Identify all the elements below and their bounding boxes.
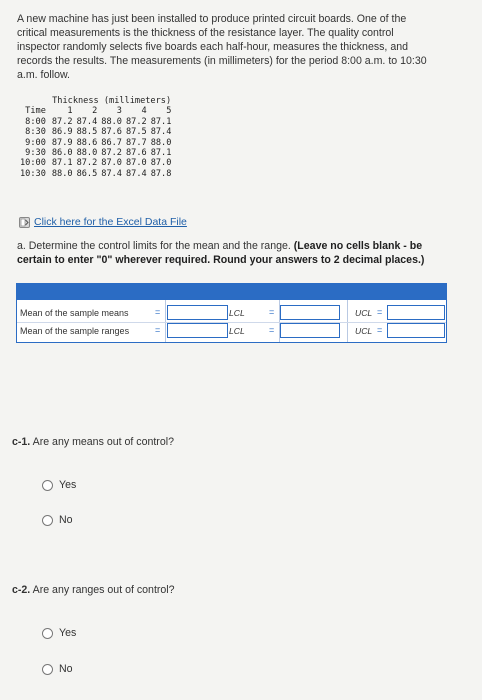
table-row [20,127,175,137]
column-header: 5 [166,106,172,117]
thickness-data-table [20,96,175,179]
c2-option-yes[interactable] [42,627,76,639]
value-cell: 87.9 [51,137,73,148]
excel-link-label[interactable]: Click here for the Excel Data File [34,216,187,228]
time-cell: 8:30 [25,127,46,138]
c1-option-yes[interactable] [42,479,76,491]
intro-line: inspector randomly selects five boards each half-hour, measures the thickness, and [17,41,408,54]
column-header: 4 [141,106,147,117]
value-cell: 88.6 [76,137,98,148]
excel-file-icon [19,217,30,228]
equals-sign: = [269,307,275,317]
intro-line: a.m. follow. [17,69,70,82]
question-c1 [12,436,174,448]
range-center-input[interactable] [167,323,228,338]
value-cell: 87.0 [150,158,172,169]
intro-line: critical measurements is the thickness of the resistance layer. The quality control [17,27,394,40]
value-cell: 87.8 [150,168,172,179]
c2-option-no[interactable] [42,663,73,675]
table-row [20,117,175,127]
value-cell: 87.2 [125,116,147,127]
intro-line: A new machine has just been installed to produce printed circuit boards. One of the [17,13,407,25]
equals-sign: = [155,325,161,335]
value-cell: 87.4 [150,127,172,138]
question-text: Are any means out of control? [32,436,174,448]
value-cell: 86.5 [76,168,98,179]
question-a-text: a. Determine the control limits for the mean and the range. [17,240,291,252]
table-row [20,138,175,148]
value-cell: 87.7 [125,137,147,148]
table-row [20,148,175,158]
radio-circle-icon[interactable] [42,664,53,675]
row-label: Mean of the sample ranges [20,326,130,336]
value-cell: 87.2 [76,158,98,169]
table-row [20,158,175,168]
time-cell: 10:30 [20,168,46,179]
value-cell: 86.0 [51,148,73,159]
option-label: Yes [59,479,77,491]
table-title: Thickness (millimeters) [52,96,172,106]
value-cell: 87.6 [125,148,147,159]
question-text: Are any ranges out of control? [32,584,175,596]
time-cell: 9:00 [25,137,46,148]
option-label: No [59,514,73,526]
value-cell: 86.7 [101,137,122,148]
equals-sign: = [269,325,275,335]
grid-row-means [17,305,446,323]
grid-row-ranges [17,323,446,340]
column-header: 1 [67,106,73,117]
lcl-label: LCL [229,308,245,318]
value-cell: 87.4 [76,116,98,127]
option-label: No [59,663,73,675]
value-cell: 87.1 [150,148,172,159]
row-label: Mean of the sample means [20,308,129,318]
question-c2 [12,584,175,596]
c1-option-no[interactable] [42,514,73,526]
value-cell: 86.9 [51,127,73,138]
table-row [20,169,175,179]
lcl-label: LCL [229,326,245,336]
intro-line: records the results. The measurements (in millimeters) for the period 8:00 a.m. to 10:30 [17,55,427,68]
radio-circle-icon[interactable] [42,515,53,526]
value-cell: 87.1 [150,116,172,127]
value-cell: 88.0 [76,148,98,159]
equals-sign: = [377,325,383,335]
control-limits-grid [16,283,447,343]
radio-circle-icon[interactable] [42,480,53,491]
ucl-label: UCL [355,308,373,318]
value-cell: 88.0 [150,137,172,148]
value-cell: 87.2 [51,116,73,127]
time-cell: 8:00 [25,116,46,127]
value-cell: 88.0 [101,116,122,127]
range-lcl-input[interactable] [280,323,340,338]
value-cell: 87.6 [101,127,122,138]
problem-statement [17,12,469,82]
ucl-label: UCL [355,326,373,336]
mean-ucl-input[interactable] [387,305,445,320]
question-a-instruction-cont: certain to enter "0" wherever required. Round your answers to 2 decimal places.) [17,254,425,267]
time-header: Time [25,106,46,117]
question-number: c-2. [12,584,31,596]
value-cell: 87.4 [125,168,147,179]
value-cell: 87.4 [101,168,122,179]
value-cell: 88.0 [51,168,73,179]
time-cell: 9:30 [25,148,46,159]
value-cell: 87.1 [51,158,73,169]
mean-center-input[interactable] [167,305,228,320]
mean-lcl-input[interactable] [280,305,340,320]
excel-data-link[interactable] [19,216,187,228]
option-label: Yes [59,627,77,639]
time-cell: 10:00 [20,158,46,169]
column-header: 3 [116,106,122,117]
equals-sign: = [377,307,383,317]
question-a [17,239,469,267]
question-a-instruction: (Leave no cells blank - be [293,240,423,252]
column-header: 2 [92,106,98,117]
question-number: c-1. [12,436,31,448]
equals-sign: = [155,307,161,317]
radio-circle-icon[interactable] [42,628,53,639]
value-cell: 87.5 [125,127,147,138]
range-ucl-input[interactable] [387,323,445,338]
value-cell: 87.0 [101,158,122,169]
value-cell: 88.5 [76,127,98,138]
grid-header-band [17,284,446,300]
value-cell: 87.0 [125,158,147,169]
value-cell: 87.2 [101,148,122,159]
